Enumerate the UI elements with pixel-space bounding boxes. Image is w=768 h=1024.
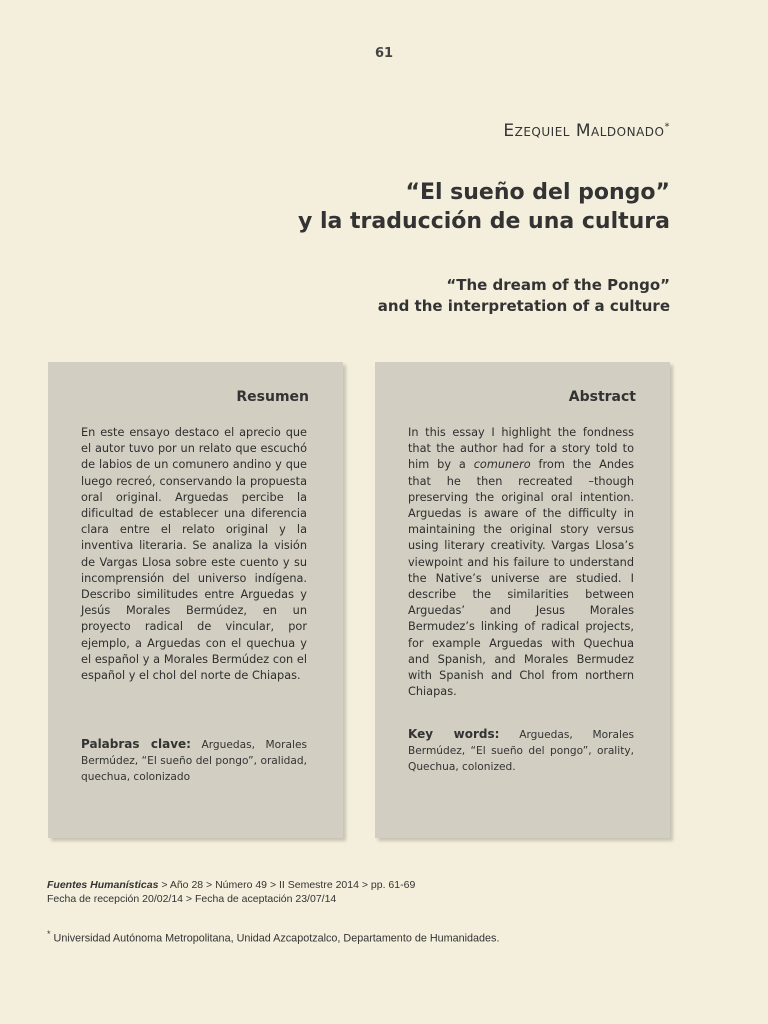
resumen-body: En este ensayo destaco el aprecio que el autor tuvo por un relato que escuchó de labios de un comunero andino y que luego recreó, conservando la propuesta oral original. Arguedas percibe la dificultad de establecer una diferencia clara entre el relato original y la inventiva literaria. Se analiza la visión de Vargas Llosa sobre este cuento y su incomprensión del universo indígena. Describo similitudes entre Arguedas y Jesús Morales Bermúdez, en un proyecto radical de vincular, por ejemplo, a Arguedas con el quechua y el español y a Morales Bermúdez con el español y el chol del norte de Chiapas. xyxy=(81,426,307,683)
author-name-text: Ezequiel Maldonado xyxy=(503,121,665,141)
resumen-box xyxy=(48,362,343,838)
subtitle-line-2: and the interpretation of a culture xyxy=(377,297,670,315)
subtitle-line-1: “The dream of the Pongo” xyxy=(446,276,670,294)
journal-name: Fuentes Humanísticas xyxy=(47,879,159,891)
resumen-heading: Resumen xyxy=(236,389,309,405)
article-title xyxy=(298,178,670,236)
title-line-1: “El sueño del pongo” xyxy=(405,180,670,205)
article-subtitle xyxy=(378,275,670,317)
title-line-2: y la traducción de una cultura xyxy=(297,209,670,234)
abstract-heading: Abstract xyxy=(568,389,636,405)
page-number: 61 xyxy=(374,46,394,61)
resumen-keywords-label: Palabras clave: xyxy=(81,737,191,751)
abstract-keywords-text: Arguedas, Morales Bermúdez, “El sueño del pongo”, orality, Quechua, colonized. xyxy=(408,729,634,773)
issue-info: > Año 28 > Número 49 > II Semestre 2014 > pp. 61-69 xyxy=(158,879,416,891)
abstract-body-start: In this essay I highlight the fondness that the author had for a story told to him by a xyxy=(408,426,634,472)
reference-line-2: Fecha de recepción 20/02/14 > Fecha de aceptación 23/07/14 xyxy=(47,893,337,905)
abstract-body-end: from the Andes that he then recreated –though preserving the original oral intention. Arguedas is aware of the difficulty in maintaining the original story versus using literary creativity. Vargas Llosa’s viewpoint and his failure to understand the Native’s universe are studied. I describe the similarities between Arguedas’ and Jesus Morales Bermudez’s linking of radical projects, for example Arguedas with Quechua and Spanish, and Morales Bermudez with Spanish and Chol from northern Chiapas. xyxy=(408,458,635,699)
abstract-box xyxy=(375,362,670,838)
abstract-body-italic: comunero xyxy=(473,458,531,472)
author-name xyxy=(503,121,670,141)
reference-line-1 xyxy=(47,878,415,892)
affiliation-footnote xyxy=(47,929,499,945)
author-footnote-marker: * xyxy=(664,121,670,133)
abstract-body xyxy=(408,425,634,700)
abstract-keywords-label: Key words: xyxy=(408,727,500,741)
journal-reference xyxy=(47,878,415,906)
abstract-keywords xyxy=(408,726,634,775)
footnote-text: Universidad Autónoma Metropolitana, Unidad Azcapotzalco, Departamento de Humanidades. xyxy=(50,932,500,945)
resumen-keywords xyxy=(81,736,307,785)
footnote-marker: * xyxy=(47,929,51,939)
resumen-keywords-text: Arguedas, Morales Bermúdez, “El sueño del pongo”, oralidad, quechua, colonizado xyxy=(81,739,307,783)
